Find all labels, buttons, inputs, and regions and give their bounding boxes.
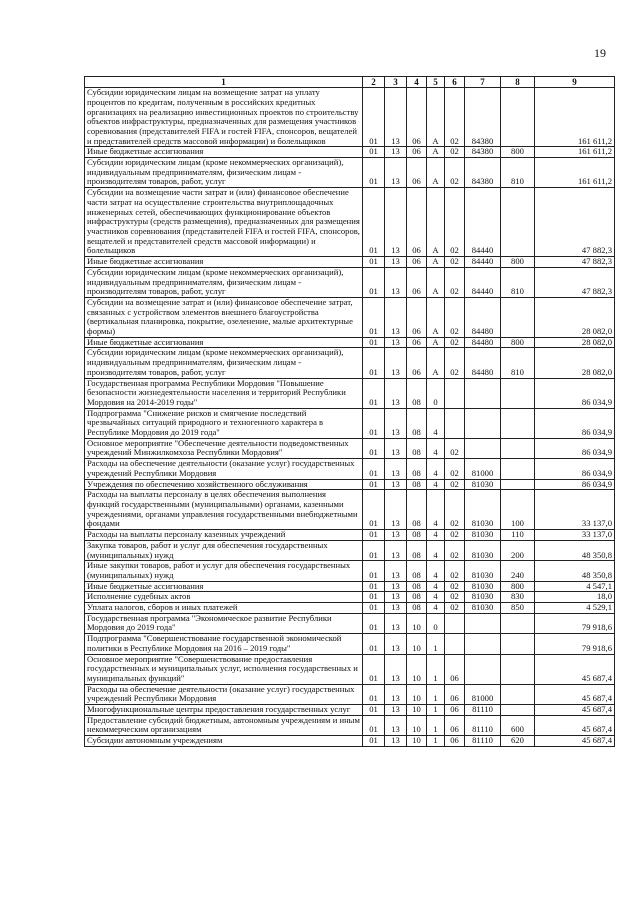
row-name-cell: Иные бюджетные ассигнования bbox=[85, 581, 363, 592]
code-cell: 01 bbox=[363, 378, 385, 408]
row-name-cell: Субсидии юридическим лицам (кроме некоммерческих организаций), индивидуальным предпринимателям, физическим лицам - производителям товаров, работ, услуг bbox=[85, 348, 363, 378]
table-row bbox=[85, 613, 615, 633]
table-row bbox=[85, 147, 615, 158]
code-cell: 4 bbox=[427, 479, 445, 490]
code-cell: А bbox=[427, 348, 445, 378]
code-cell: 13 bbox=[385, 654, 407, 684]
sum-cell: 161 611,2 bbox=[535, 147, 615, 158]
code-cell: 13 bbox=[385, 634, 407, 654]
code-cell: А bbox=[427, 267, 445, 297]
code-cell: 01 bbox=[363, 581, 385, 592]
code-cell: 08 bbox=[407, 530, 427, 541]
sum-cell: 47 882,3 bbox=[535, 257, 615, 268]
code-cell: 13 bbox=[385, 257, 407, 268]
code-cell: 800 bbox=[501, 581, 535, 592]
code-cell: 01 bbox=[363, 634, 385, 654]
table-row bbox=[85, 530, 615, 541]
table-header-row bbox=[85, 77, 615, 88]
sum-cell: 4 529,1 bbox=[535, 603, 615, 614]
sum-cell: 86 034,9 bbox=[535, 479, 615, 490]
column-header: 5 bbox=[427, 77, 445, 88]
row-name-cell: Основное мероприятие "Совершенствование предоставления государственных и муниципальных услуг, исполнения государственных и муниципальных функций" bbox=[85, 654, 363, 684]
code-cell: 13 bbox=[385, 348, 407, 378]
code-cell: 81030 bbox=[465, 581, 501, 592]
code-cell: 13 bbox=[385, 736, 407, 747]
sum-cell: 47 882,3 bbox=[535, 267, 615, 297]
code-cell: 08 bbox=[407, 603, 427, 614]
table-row bbox=[85, 438, 615, 458]
table-row bbox=[85, 459, 615, 479]
code-cell: 01 bbox=[363, 408, 385, 438]
code-cell: 81030 bbox=[465, 530, 501, 541]
sum-cell: 86 034,9 bbox=[535, 378, 615, 408]
row-name-cell: Расходы на обеспечение деятельности (оказание услуг) государственных учреждений Республики Мордовия bbox=[85, 684, 363, 704]
sum-cell: 18,0 bbox=[535, 592, 615, 603]
code-cell: 10 bbox=[407, 705, 427, 716]
column-header: 2 bbox=[363, 77, 385, 88]
code-cell: 13 bbox=[385, 561, 407, 581]
column-header: 9 bbox=[535, 77, 615, 88]
code-cell: 02 bbox=[445, 337, 465, 348]
row-name-cell: Субсидии на возмещение затрат и (или) финансовое обеспечение затрат, связанных с устройством элементов внешнего благоустройства (вертикальная планировка, покрытие, озеленение, малые архитектурные формы) bbox=[85, 297, 363, 337]
code-cell: 1 bbox=[427, 654, 445, 684]
code-cell: 02 bbox=[445, 459, 465, 479]
row-name-cell: Подпрограмма "Снижение рисков и смягчение последствий чрезвычайных ситуаций природного и техногенного характера в Республике Мордовия до 2019 года" bbox=[85, 408, 363, 438]
column-header: 4 bbox=[407, 77, 427, 88]
code-cell bbox=[465, 654, 501, 684]
sum-cell: 33 137,0 bbox=[535, 530, 615, 541]
code-cell: 08 bbox=[407, 561, 427, 581]
table-row bbox=[85, 490, 615, 530]
code-cell: 13 bbox=[385, 158, 407, 188]
code-cell: 800 bbox=[501, 257, 535, 268]
code-cell: 800 bbox=[501, 337, 535, 348]
row-name-cell: Расходы на обеспечение деятельности (оказание услуг) государственных учреждений Республики Мордовия bbox=[85, 459, 363, 479]
code-cell: 01 bbox=[363, 479, 385, 490]
code-cell: А bbox=[427, 297, 445, 337]
sum-cell: 48 350,8 bbox=[535, 561, 615, 581]
page-number: 19 bbox=[594, 46, 606, 60]
code-cell: 01 bbox=[363, 654, 385, 684]
code-cell: 1 bbox=[427, 705, 445, 716]
code-cell: 13 bbox=[385, 592, 407, 603]
row-name-cell: Субсидии юридическим лицам (кроме некоммерческих организаций), индивидуальным предпринимателям, физическим лицам - производителям товаров, работ, услуг bbox=[85, 158, 363, 188]
table-row bbox=[85, 634, 615, 654]
code-cell: 13 bbox=[385, 530, 407, 541]
code-cell: 01 bbox=[363, 158, 385, 188]
code-cell bbox=[501, 613, 535, 633]
sum-cell: 45 687,4 bbox=[535, 705, 615, 716]
table-row bbox=[85, 408, 615, 438]
code-cell: 1 bbox=[427, 736, 445, 747]
code-cell: 81030 bbox=[465, 490, 501, 530]
code-cell: 02 bbox=[445, 158, 465, 188]
sum-cell: 4 547,1 bbox=[535, 581, 615, 592]
code-cell: 13 bbox=[385, 88, 407, 147]
code-cell: 81000 bbox=[465, 684, 501, 704]
code-cell bbox=[501, 438, 535, 458]
sum-cell: 28 082,0 bbox=[535, 337, 615, 348]
code-cell: 13 bbox=[385, 459, 407, 479]
code-cell: 08 bbox=[407, 490, 427, 530]
table-row bbox=[85, 337, 615, 348]
row-name-cell: Многофункциональные центры предоставления государственных услуг bbox=[85, 705, 363, 716]
sum-cell: 33 137,0 bbox=[535, 490, 615, 530]
code-cell: 01 bbox=[363, 257, 385, 268]
code-cell: 81110 bbox=[465, 736, 501, 747]
table-row bbox=[85, 158, 615, 188]
row-name-cell: Субсидии юридическим лицам на возмещение затрат на уплату процентов по кредитам, полученным в российских кредитных организациях на реализацию инвестиционных проектов по строительству объектов инфраструктуры, предназначенных для размещения участников соревнования (представителей FIFA и гостей FIFA, спонсоров, вещателей и представителей средств массовой информации) и болельщиков bbox=[85, 88, 363, 147]
code-cell: 06 bbox=[445, 705, 465, 716]
row-name-cell: Иные бюджетные ассигнования bbox=[85, 257, 363, 268]
code-cell: 06 bbox=[407, 158, 427, 188]
column-header: 6 bbox=[445, 77, 465, 88]
code-cell: 13 bbox=[385, 684, 407, 704]
code-cell bbox=[501, 88, 535, 147]
code-cell: 08 bbox=[407, 378, 427, 408]
code-cell: 13 bbox=[385, 581, 407, 592]
code-cell: 01 bbox=[363, 337, 385, 348]
code-cell: 1 bbox=[427, 715, 445, 735]
row-name-cell: Подпрограмма "Совершенствование государственной экономической политики в Республике Мордовия на 2016 – 2019 годы" bbox=[85, 634, 363, 654]
code-cell: 01 bbox=[363, 348, 385, 378]
code-cell bbox=[501, 684, 535, 704]
code-cell: 810 bbox=[501, 267, 535, 297]
code-cell: 02 bbox=[445, 540, 465, 560]
code-cell: 4 bbox=[427, 540, 445, 560]
code-cell: 01 bbox=[363, 490, 385, 530]
column-header: 3 bbox=[385, 77, 407, 88]
code-cell: 13 bbox=[385, 267, 407, 297]
code-cell bbox=[501, 378, 535, 408]
code-cell: 13 bbox=[385, 297, 407, 337]
code-cell: 810 bbox=[501, 348, 535, 378]
code-cell bbox=[501, 188, 535, 257]
code-cell: 84380 bbox=[465, 147, 501, 158]
code-cell: 01 bbox=[363, 561, 385, 581]
table-row bbox=[85, 348, 615, 378]
code-cell bbox=[501, 654, 535, 684]
code-cell: 06 bbox=[445, 736, 465, 747]
code-cell: 81030 bbox=[465, 592, 501, 603]
table-row bbox=[85, 188, 615, 257]
table-row bbox=[85, 88, 615, 147]
sum-cell: 86 034,9 bbox=[535, 408, 615, 438]
code-cell: 0 bbox=[427, 378, 445, 408]
code-cell: 1 bbox=[427, 684, 445, 704]
code-cell: 13 bbox=[385, 188, 407, 257]
table-row bbox=[85, 654, 615, 684]
code-cell: 800 bbox=[501, 147, 535, 158]
code-cell: 81030 bbox=[465, 479, 501, 490]
sum-cell: 45 687,4 bbox=[535, 736, 615, 747]
code-cell: 01 bbox=[363, 267, 385, 297]
code-cell: 02 bbox=[445, 88, 465, 147]
code-cell: 81030 bbox=[465, 603, 501, 614]
code-cell: 13 bbox=[385, 540, 407, 560]
code-cell bbox=[465, 438, 501, 458]
code-cell: 01 bbox=[363, 147, 385, 158]
code-cell: 10 bbox=[407, 736, 427, 747]
code-cell: 13 bbox=[385, 438, 407, 458]
column-header: 7 bbox=[465, 77, 501, 88]
code-cell: 81030 bbox=[465, 540, 501, 560]
code-cell: 06 bbox=[407, 267, 427, 297]
code-cell: 02 bbox=[445, 297, 465, 337]
sum-cell: 48 350,8 bbox=[535, 540, 615, 560]
code-cell: 84440 bbox=[465, 188, 501, 257]
code-cell: 84480 bbox=[465, 348, 501, 378]
code-cell: 84480 bbox=[465, 297, 501, 337]
row-name-cell: Субсидии на возмещение части затрат и (или) финансовое обеспечение части затрат на осуществление строительства внутриплощадочных инженерных сетей, обеспечивающих функционирование объектов инфраструктуры (средств размещения), предназначенных для размещения участников соревнования (представителей FIFA и гостей FIFA, спонсоров, вещателей и представителей средств массовой информации) и болельщиков bbox=[85, 188, 363, 257]
code-cell: 01 bbox=[363, 736, 385, 747]
row-name-cell: Расходы на выплаты персоналу в целях обеспечения выполнения функций государственными (муниципальными) органами, казенными учреждениями, органами управления государственными внебюджетными фондами bbox=[85, 490, 363, 530]
sum-cell: 79 918,6 bbox=[535, 613, 615, 633]
code-cell: 02 bbox=[445, 147, 465, 158]
code-cell: 81030 bbox=[465, 561, 501, 581]
table-row bbox=[85, 705, 615, 716]
code-cell bbox=[501, 634, 535, 654]
row-name-cell: Исполнение судебных актов bbox=[85, 592, 363, 603]
code-cell: 84480 bbox=[465, 337, 501, 348]
code-cell: 4 bbox=[427, 408, 445, 438]
code-cell: 110 bbox=[501, 530, 535, 541]
code-cell: 810 bbox=[501, 158, 535, 188]
row-name-cell: Иные закупки товаров, работ и услуг для обеспечения государственных (муниципальных) нужд bbox=[85, 561, 363, 581]
code-cell: 13 bbox=[385, 715, 407, 735]
code-cell bbox=[501, 408, 535, 438]
code-cell: 02 bbox=[445, 603, 465, 614]
code-cell: 06 bbox=[407, 257, 427, 268]
code-cell bbox=[465, 613, 501, 633]
code-cell: 10 bbox=[407, 684, 427, 704]
code-cell: 13 bbox=[385, 603, 407, 614]
code-cell: 02 bbox=[445, 257, 465, 268]
row-name-cell: Иные бюджетные ассигнования bbox=[85, 147, 363, 158]
code-cell: 02 bbox=[445, 530, 465, 541]
table-row bbox=[85, 267, 615, 297]
code-cell: 13 bbox=[385, 378, 407, 408]
code-cell: 240 bbox=[501, 561, 535, 581]
code-cell: 06 bbox=[407, 188, 427, 257]
code-cell: 06 bbox=[445, 715, 465, 735]
code-cell: 06 bbox=[407, 337, 427, 348]
code-cell: 13 bbox=[385, 490, 407, 530]
row-name-cell: Предоставление субсидий бюджетным, автономным учреждениям и иным некоммерческим организациям bbox=[85, 715, 363, 735]
budget-table bbox=[84, 76, 615, 747]
code-cell bbox=[465, 634, 501, 654]
sum-cell: 47 882,3 bbox=[535, 188, 615, 257]
row-name-cell: Государственная программа Республики Мордовия "Повышение безопасности жизнедеятельности населения и территорий Республики Мордовия на 2014-2019 годы" bbox=[85, 378, 363, 408]
code-cell: 01 bbox=[363, 297, 385, 337]
code-cell: 08 bbox=[407, 438, 427, 458]
code-cell: 02 bbox=[445, 490, 465, 530]
table-row bbox=[85, 479, 615, 490]
code-cell: 4 bbox=[427, 438, 445, 458]
code-cell: 01 bbox=[363, 603, 385, 614]
row-name-cell: Закупка товаров, работ и услуг для обеспечения государственных (муниципальных) нужд bbox=[85, 540, 363, 560]
sum-cell: 86 034,9 bbox=[535, 438, 615, 458]
code-cell bbox=[465, 408, 501, 438]
code-cell: 81110 bbox=[465, 715, 501, 735]
code-cell: А bbox=[427, 158, 445, 188]
code-cell: 08 bbox=[407, 581, 427, 592]
code-cell: 01 bbox=[363, 438, 385, 458]
sum-cell: 86 034,9 bbox=[535, 459, 615, 479]
code-cell: 81110 bbox=[465, 705, 501, 716]
row-name-cell: Расходы на выплаты персоналу казенных учреждений bbox=[85, 530, 363, 541]
table-row bbox=[85, 540, 615, 560]
sum-cell: 45 687,4 bbox=[535, 654, 615, 684]
code-cell: А bbox=[427, 337, 445, 348]
code-cell: 84440 bbox=[465, 257, 501, 268]
code-cell: 02 bbox=[445, 438, 465, 458]
code-cell: 02 bbox=[445, 188, 465, 257]
row-name-cell: Государственная программа "Экономическое развитие Республики Мордовия до 2019 года" bbox=[85, 613, 363, 633]
sum-cell: 161 611,2 bbox=[535, 88, 615, 147]
code-cell: 81000 bbox=[465, 459, 501, 479]
code-cell: А bbox=[427, 88, 445, 147]
code-cell: 01 bbox=[363, 613, 385, 633]
code-cell: 13 bbox=[385, 408, 407, 438]
code-cell: 4 bbox=[427, 581, 445, 592]
code-cell: 4 bbox=[427, 490, 445, 530]
code-cell: А bbox=[427, 188, 445, 257]
code-cell: 10 bbox=[407, 715, 427, 735]
code-cell: А bbox=[427, 147, 445, 158]
code-cell: 02 bbox=[445, 479, 465, 490]
code-cell: 13 bbox=[385, 147, 407, 158]
code-cell bbox=[445, 613, 465, 633]
code-cell: 4 bbox=[427, 459, 445, 479]
code-cell: 06 bbox=[407, 147, 427, 158]
code-cell bbox=[445, 408, 465, 438]
code-cell: 10 bbox=[407, 613, 427, 633]
code-cell bbox=[445, 634, 465, 654]
code-cell: 02 bbox=[445, 267, 465, 297]
code-cell: 01 bbox=[363, 592, 385, 603]
row-name-cell: Субсидии юридическим лицам (кроме некоммерческих организаций), индивидуальным предпринимателям, физическим лицам - производителям товаров, работ, услуг bbox=[85, 267, 363, 297]
code-cell: 620 bbox=[501, 736, 535, 747]
code-cell: 84380 bbox=[465, 88, 501, 147]
code-cell: 830 bbox=[501, 592, 535, 603]
sum-cell: 45 687,4 bbox=[535, 715, 615, 735]
code-cell: 4 bbox=[427, 561, 445, 581]
code-cell: 02 bbox=[445, 348, 465, 378]
table-row bbox=[85, 592, 615, 603]
code-cell: 06 bbox=[407, 88, 427, 147]
row-name-cell: Уплата налогов, сборов и иных платежей bbox=[85, 603, 363, 614]
code-cell: 01 bbox=[363, 540, 385, 560]
code-cell: 01 bbox=[363, 88, 385, 147]
code-cell: 13 bbox=[385, 705, 407, 716]
code-cell: 13 bbox=[385, 479, 407, 490]
code-cell: 08 bbox=[407, 459, 427, 479]
code-cell: 01 bbox=[363, 715, 385, 735]
code-cell: 08 bbox=[407, 479, 427, 490]
table-row bbox=[85, 603, 615, 614]
column-header: 8 bbox=[501, 77, 535, 88]
code-cell: 01 bbox=[363, 705, 385, 716]
code-cell: 84380 bbox=[465, 158, 501, 188]
table-row bbox=[85, 257, 615, 268]
code-cell: 06 bbox=[407, 297, 427, 337]
code-cell: 10 bbox=[407, 634, 427, 654]
code-cell: 02 bbox=[445, 561, 465, 581]
code-cell: 10 bbox=[407, 654, 427, 684]
code-cell bbox=[445, 378, 465, 408]
table-row bbox=[85, 561, 615, 581]
code-cell: 06 bbox=[445, 684, 465, 704]
table-row bbox=[85, 684, 615, 704]
code-cell: 08 bbox=[407, 592, 427, 603]
table-row bbox=[85, 581, 615, 592]
column-header: 1 bbox=[85, 77, 363, 88]
code-cell: 1 bbox=[427, 634, 445, 654]
code-cell: 200 bbox=[501, 540, 535, 560]
sum-cell: 28 082,0 bbox=[535, 297, 615, 337]
code-cell: 02 bbox=[445, 592, 465, 603]
row-name-cell: Иные бюджетные ассигнования bbox=[85, 337, 363, 348]
code-cell: 4 bbox=[427, 592, 445, 603]
row-name-cell: Основное мероприятие "Обеспечение деятельности подведомственных учреждений Минжилкомхоза Республики Мордовия" bbox=[85, 438, 363, 458]
code-cell: 08 bbox=[407, 408, 427, 438]
code-cell: 0 bbox=[427, 613, 445, 633]
code-cell: 600 bbox=[501, 715, 535, 735]
table-row bbox=[85, 297, 615, 337]
sum-cell: 79 918,6 bbox=[535, 634, 615, 654]
code-cell bbox=[501, 479, 535, 490]
code-cell bbox=[501, 459, 535, 479]
code-cell: 4 bbox=[427, 603, 445, 614]
code-cell: 08 bbox=[407, 540, 427, 560]
code-cell bbox=[501, 297, 535, 337]
sum-cell: 45 687,4 bbox=[535, 684, 615, 704]
code-cell: 850 bbox=[501, 603, 535, 614]
code-cell: 01 bbox=[363, 459, 385, 479]
code-cell: 06 bbox=[407, 348, 427, 378]
table-row bbox=[85, 715, 615, 735]
code-cell: 84440 bbox=[465, 267, 501, 297]
code-cell: 01 bbox=[363, 684, 385, 704]
code-cell: 13 bbox=[385, 613, 407, 633]
row-name-cell: Учреждения по обеспечению хозяйственного обслуживания bbox=[85, 479, 363, 490]
code-cell: 06 bbox=[445, 654, 465, 684]
code-cell bbox=[501, 705, 535, 716]
code-cell: 100 bbox=[501, 490, 535, 530]
sum-cell: 161 611,2 bbox=[535, 158, 615, 188]
row-name-cell: Субсидии автономным учреждениям bbox=[85, 736, 363, 747]
code-cell: 01 bbox=[363, 530, 385, 541]
code-cell: 02 bbox=[445, 581, 465, 592]
sum-cell: 28 082,0 bbox=[535, 348, 615, 378]
table-row bbox=[85, 736, 615, 747]
code-cell: А bbox=[427, 257, 445, 268]
code-cell: 13 bbox=[385, 337, 407, 348]
code-cell: 4 bbox=[427, 530, 445, 541]
code-cell: 01 bbox=[363, 188, 385, 257]
code-cell bbox=[465, 378, 501, 408]
table-row bbox=[85, 378, 615, 408]
